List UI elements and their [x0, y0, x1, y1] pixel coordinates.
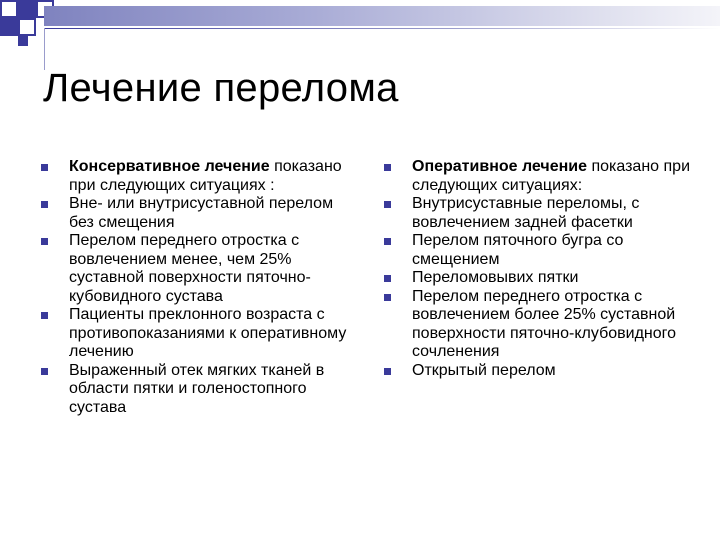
- bullet-square-icon: [41, 312, 48, 319]
- bullet-square-icon: [384, 368, 391, 375]
- list-item: [379, 288, 709, 362]
- item-text: Переломовывих пятки: [412, 269, 579, 286]
- list-item: [379, 158, 709, 195]
- decor-square-filled: [18, 0, 36, 18]
- decor-square-filled: [0, 18, 18, 36]
- item-text: Внутрисуставные переломы, с вовлечением задней фасетки: [412, 195, 640, 231]
- header-vertical-rule: [44, 28, 45, 70]
- left-bullet-list: [36, 158, 352, 417]
- item-text: Открытый перелом: [412, 361, 556, 379]
- item-text: Перелом пяточного бугра со смещением: [412, 232, 624, 268]
- bullet-square-icon: [41, 238, 48, 245]
- bullet-square-icon: [384, 164, 391, 171]
- bullet-square-icon: [384, 294, 391, 301]
- bullet-square-icon: [41, 368, 48, 375]
- bullet-square-icon: [384, 201, 391, 208]
- decor-square-outline: [0, 0, 18, 18]
- item-text: Перелом переднего отростка с вовлечением менее, чем 25% суставной поверхности пяточно-кубовидного сустава: [69, 232, 311, 305]
- item-text: показано при следующих ситуациях :: [69, 158, 342, 194]
- slide-title: Лечение перелома: [43, 66, 399, 110]
- header-rule: [44, 28, 720, 29]
- bold-text: Консервативное лечение: [69, 158, 270, 175]
- list-item: [379, 362, 709, 381]
- list-item: [36, 158, 352, 195]
- right-bullet-list: [379, 158, 709, 380]
- list-item: [36, 306, 352, 362]
- list-item: [379, 195, 709, 232]
- list-item: [36, 232, 352, 306]
- bullet-square-icon: [384, 275, 391, 282]
- item-text: Перелом переднего отростка с вовлечением более 25% суставной поверхности пяточно-клубовидного сочленения: [412, 287, 677, 360]
- item-text: Выраженный отек мягких тканей в области пятки и голеностопного сустава: [69, 361, 325, 416]
- item-text: Пациенты преклонного возраста с противопоказаниями к оперативному лечению: [69, 306, 347, 360]
- list-item: [36, 362, 352, 418]
- item-text: показано при следующих ситуациях:: [412, 158, 691, 194]
- bullet-square-icon: [41, 164, 48, 171]
- list-item: [379, 232, 709, 269]
- decor-square-outline: [18, 18, 36, 36]
- item-text: Вне- или внутрисуставной перелом без смещения: [69, 195, 334, 231]
- header-decoration: [0, 0, 720, 70]
- bold-text: Оперативное лечение: [412, 158, 588, 175]
- decor-square-filled: [18, 36, 28, 46]
- header-gradient-bar: [44, 6, 720, 26]
- list-item: [36, 195, 352, 232]
- list-item: [379, 269, 709, 288]
- bullet-square-icon: [384, 238, 391, 245]
- bullet-square-icon: [41, 201, 48, 208]
